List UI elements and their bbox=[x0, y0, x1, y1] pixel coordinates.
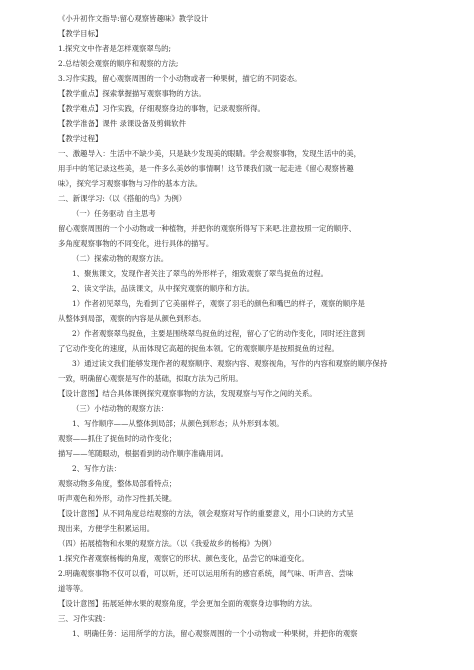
text-line: 【设计意图】从不同角度总结观察的方法，领会观察对写作的重要意义，用小口诀的方式呈 bbox=[58, 509, 354, 518]
text-line: 描写——笔随眼动，根据看到的动作顺序准确用词。 bbox=[58, 449, 228, 458]
text-line: 味》，探究学习观察事物与习作的基本方法。 bbox=[58, 179, 203, 188]
text-line: 从整体到局部，观察的内容是从颜色到形态。 bbox=[58, 314, 206, 323]
text-line: （四）拓展植物和水果的观察方法。（以《我爱故乡的杨梅》为例） bbox=[58, 539, 277, 548]
text-line: 用手中的笔记录这些美，是一件多么美妙的事情啊！这节课我们就一起走进《留心观察皆趣 bbox=[58, 164, 354, 173]
text-line: 三、习作实践： bbox=[58, 614, 110, 623]
text-line: 1.探究作者观察杨梅的角度，观察它的形状、颜色变化，品尝它的味道变化。 bbox=[58, 554, 309, 563]
text-line: 留心观察周围的一个小动物或一种植物，并把你的观察所得写下来吧.注意按照一定的顺序、 bbox=[58, 224, 356, 233]
text-line: 2.明确观察事物不仅可以看，可以听，还可以运用所有的感官系统，闻气味、听声音、尝味 bbox=[58, 569, 354, 578]
text-line: 【设计意图】拓展延伸水果的观察角度，学会更加全面的观察身边事物的方法。 bbox=[58, 599, 317, 608]
text-line: 1.探究文中作者是怎样观察翠鸟的; bbox=[58, 44, 172, 53]
text-line: 3.习作实践，留心观察周围的一个小动物或者一种果树，描它的不同姿态。 bbox=[58, 74, 302, 83]
text-line: 一致，明确留心观察是写作的基础，拟取方法为己所用。 bbox=[58, 374, 243, 383]
text-line: 一、激趣导入：生活中不缺少美，只是缺少发现美的眼睛。学会观察事物，发现生活中的美， bbox=[58, 149, 362, 158]
text-line: （三）小结动物的观察方法： bbox=[72, 404, 169, 413]
text-line: 观察动物多角度，整体局部看特点； bbox=[58, 479, 177, 488]
text-line: 了它动作变化的速度，从而体现它高超的捉鱼本领。它的观察顺序是按照捉鱼的过程。 bbox=[58, 344, 339, 353]
document-title: 《小升初作文指导:留心观察皆趣味》教学设计 bbox=[58, 14, 209, 23]
text-line: 听声观色和外形，动作习性抓关键。 bbox=[58, 494, 177, 503]
text-line: 二、新课学习:（以《搭船的鸟》为例） bbox=[58, 194, 187, 203]
text-line: 【教学重点】探索掌握描写观察事物的方法。 bbox=[58, 89, 206, 98]
text-line: 1、明确任务：运用所学的方法，留心观察周围的一个小动物或一种果树，并把你的观察 bbox=[72, 629, 358, 638]
text-line: 【教学准备】课件 录课设备及剪辑软件 bbox=[58, 119, 186, 128]
text-line: 2）作者观察翠鸟捉鱼，主要是围绕翠鸟捉鱼的过程，留心了它的动作变化，同时还注意到 bbox=[72, 329, 365, 338]
text-line: 【设计意图】结合具体课例探究观察事物的方法，发现观察与写作之间的关系。 bbox=[58, 389, 317, 398]
text-line: （一）任务驱动 自主思考 bbox=[72, 209, 156, 218]
text-line: 1）作者初见翠鸟，先看到了它美丽样子，观察了羽毛的颜色和嘴巴的样子，观察的顺序是 bbox=[72, 299, 365, 308]
text-line: 【教学难点】习作实践，仔细观察身边的事物，记录观察所得。 bbox=[58, 104, 265, 113]
text-line: 3）通过读文我们能够发现作者的观察顺序、观察内容、观察视角，写作的内容和观察的顺序保持 bbox=[72, 359, 388, 368]
text-line: 道等等。 bbox=[58, 584, 88, 593]
text-line: （二）探索动物的观察方法。 bbox=[72, 254, 169, 263]
text-line: 【教学目标】 bbox=[58, 29, 103, 38]
text-line: 2、写作方法： bbox=[72, 464, 122, 473]
text-line: 1、写作顺序——从整体到局部；从颜色到形态；从外形到本领。 bbox=[72, 419, 284, 428]
text-line: 现出来，方便学生积累运用。 bbox=[58, 524, 155, 533]
text-line: 【教学过程】 bbox=[58, 134, 103, 143]
text-line: 1、聚焦课文，发现作者关注了翠鸟的外形样子，细致观察了翠鸟捉鱼的过程。 bbox=[72, 269, 328, 278]
text-line: 多角度观察事物的不同变化，进行具体的描写。 bbox=[58, 239, 214, 248]
text-line: 2、读文学法，品读课文，从中探究观察的顺序和方法。 bbox=[72, 284, 255, 293]
text-line: 观察——抓住了捉鱼时的动作变化； bbox=[58, 434, 177, 443]
text-line: 2.总结领会观察的顺序和观察的方法; bbox=[58, 59, 179, 68]
